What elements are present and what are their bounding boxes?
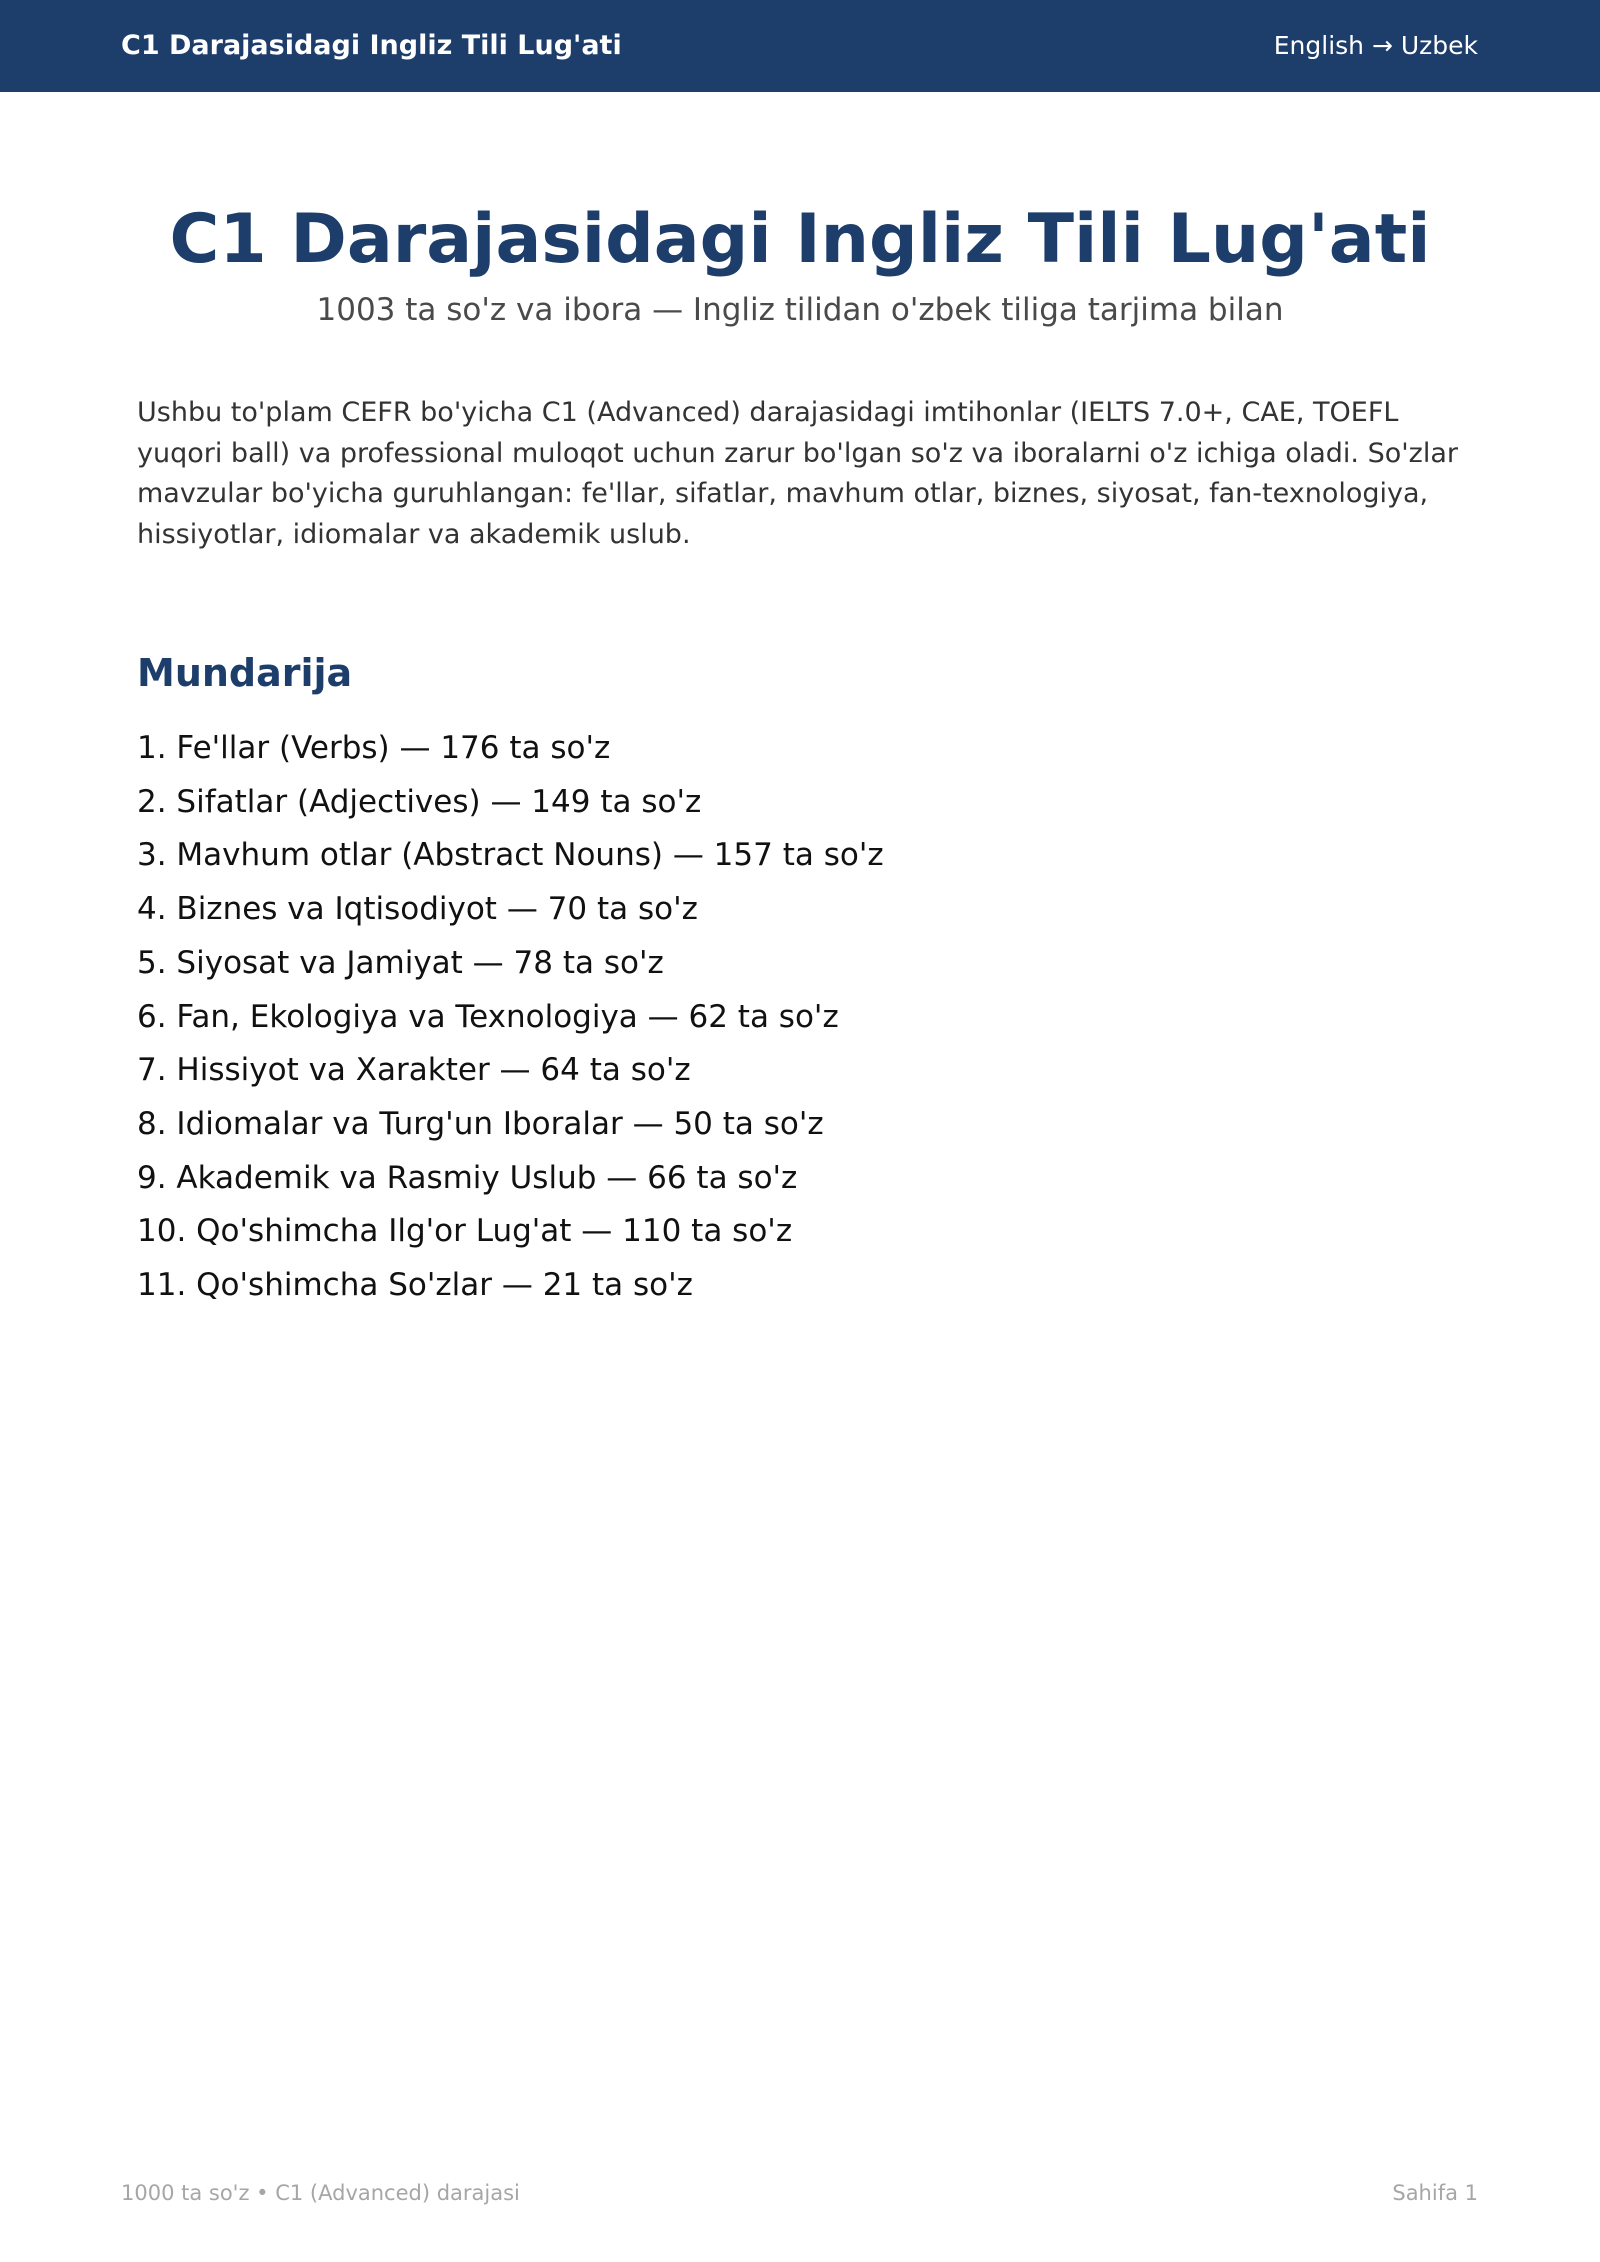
header-bar [0,0,1600,92]
page-number: Sahifa 1 [1392,2181,1478,2205]
document-subtitle: 1003 ta so'z va ibora — Ingliz tilidan o'zbek tiliga tarjima bilan [316,292,1284,328]
table-of-contents [137,722,884,1313]
language-direction-label: English → Uzbek [1273,31,1478,60]
toc-item: 9. Akademik va Rasmiy Uslub — 66 ta so'z [137,1159,798,1196]
toc-item: 5. Siyosat va Jamiyat — 78 ta so'z [137,944,664,981]
toc-heading: Mundarija [137,651,353,695]
footer-note: 1000 ta so'z • C1 (Advanced) darajasi [121,2181,520,2205]
toc-item: 7. Hissiyot va Xarakter — 64 ta so'z [137,1052,691,1089]
header-title: C1 Darajasidagi Ingliz Tili Lug'ati [121,30,622,61]
toc-item: 1. Fe'llar (Verbs) — 176 ta so'z [137,730,611,766]
toc-item: 8. Idiomalar va Turg'un Iboralar — 50 ta so'z [137,1105,824,1142]
toc-item: 2. Sifatlar (Adjectives) — 149 ta so'z [137,783,702,820]
toc-item: 10. Qo'shimcha Ilg'or Lug'at — 110 ta so'z [137,1213,793,1250]
intro-paragraph: Ushbu to'plam CEFR bo'yicha C1 (Advanced) darajasidagi imtihonlar (IELTS 7.0+, CAE, TOEFL yuqori ball) va professional muloqot uchun zarur bo'lgan so'z va iboralarni o'z ichiga oladi. So'zlar mavzular bo'yicha guruhlangan: fe'llar, sifatlar, mavhum otlar, biznes, siyosat, fan-texnologiya, hissiyotlar, idiomalar va akademik uslub. [137,397,1458,550]
toc-item: 3. Mavhum otlar (Abstract Nouns) — 157 ta so'z [137,837,884,874]
toc-item: 6. Fan, Ekologiya va Texnologiya — 62 ta so'z [137,998,839,1035]
document-title: C1 Darajasidagi Ingliz Tili Lug'ati [169,200,1431,279]
toc-item: 4. Biznes va Iqtisodiyot — 70 ta so'z [137,891,698,928]
toc-item: 11. Qo'shimcha So'zlar — 21 ta so'z [137,1267,693,1304]
